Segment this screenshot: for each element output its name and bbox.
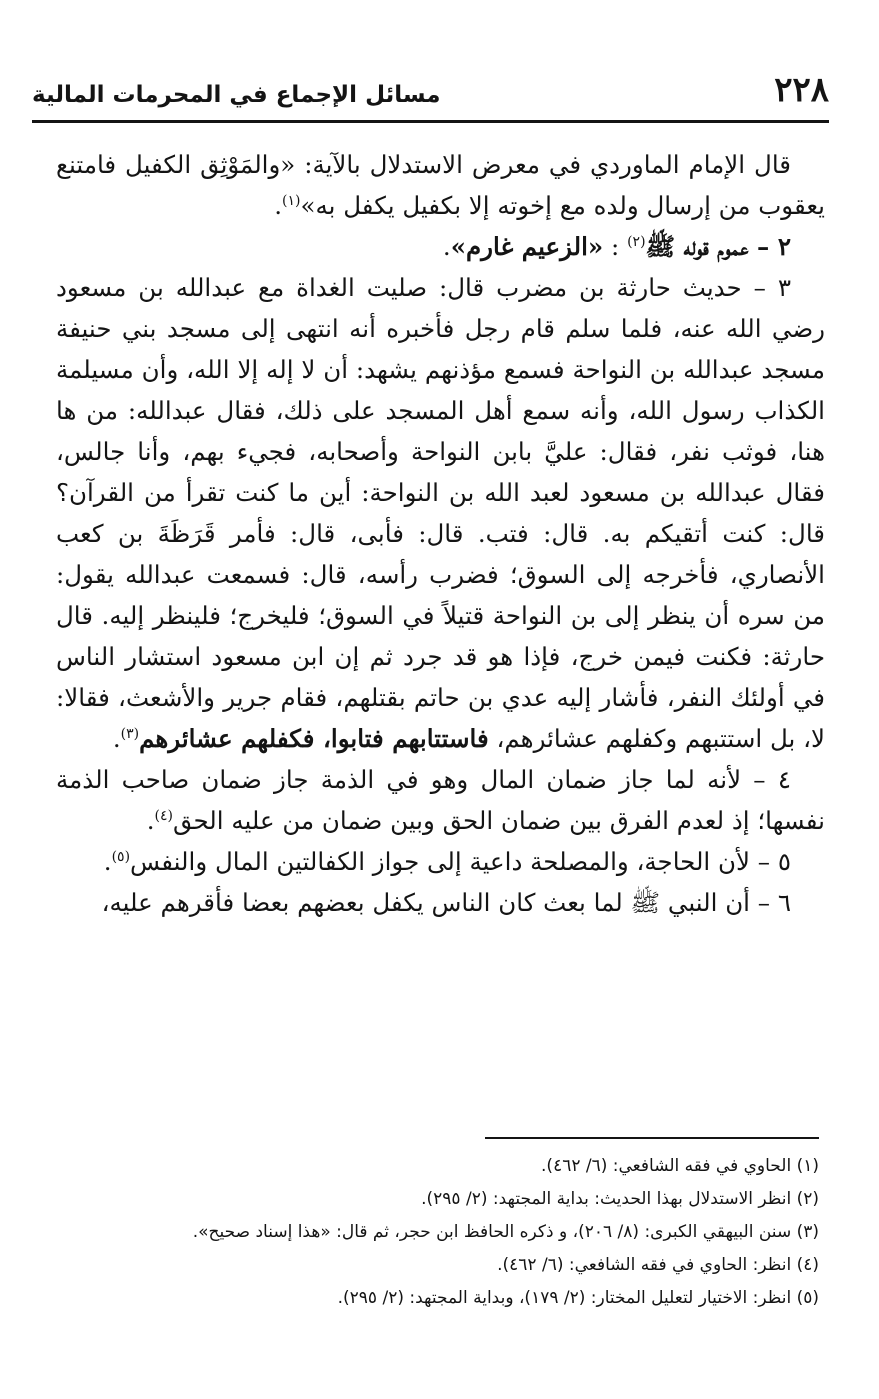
paragraph-5-text: ٥ – لأن الحاجة، والمصلحة داعية إلى جواز الكفالتين المال والنفس: [130, 847, 791, 876]
paragraph-3-end: .: [112, 724, 121, 753]
footnote-rule: [485, 1137, 819, 1139]
paragraph-4-end: .: [146, 806, 155, 835]
paragraph-3-bold: فاستتابهم فتابوا، فكفلهم عشائرهم: [139, 724, 489, 753]
footnote-4: (٤) انظر: الحاوي في فقه الشافعي: (٦/ ٤٦٢).: [497, 1255, 819, 1275]
paragraph-4: [56, 759, 825, 841]
header-rule: [32, 120, 829, 123]
page-number: ٢٢٨: [774, 70, 829, 110]
footnotes: [40, 1150, 819, 1315]
footnote-ref-3: (٣): [120, 725, 140, 742]
footnote-2: (٢) انظر الاستدلال بهذا الحديث: بداية المجتهد: (٢/ ٢٩٥).: [421, 1189, 819, 1209]
footnote-ref-2: (٢): [627, 233, 646, 250]
paragraph-1-end: .: [274, 191, 283, 220]
paragraph-2: [56, 226, 825, 267]
footnote-ref-5: (٥): [111, 848, 131, 865]
paragraph-4-text: ٤ – لأنه لما جاز ضمان المال وهو في الذمة جاز ضمان صاحب الذمة نفسها؛ إذ لعدم الفرق بين ضمان الحق وبين ضمان من عليه الحق: [56, 765, 825, 835]
footnote-ref-1: (١): [282, 192, 301, 209]
page-header: [32, 60, 829, 120]
paragraph-6: [56, 882, 825, 923]
paragraph-2-end: .: [442, 232, 451, 261]
footnote-ref-4: (٤): [154, 807, 174, 824]
paragraph-1-text: قال الإمام الماوردي في معرض الاستدلال بالآية: «والمَوْثِق الكفيل فامتنع يعقوب من إرسال ولده مع إخوته إلا بكفيل يكفل به»: [56, 150, 825, 220]
paragraph-3: [56, 267, 825, 759]
hadith-quote: «الزعيم غارم»: [450, 232, 604, 261]
paragraph-3-text: ٣ – حديث حارثة بن مضرب قال: صليت الغداة مع عبدالله بن مسعود رضي الله عنه، فلما سلم قام رجل فأخبره أنه انتهى إلى مسجد بني حنيفة مسجد عبدالله بن النواحة فسمع مؤذنهم يشهد: أن لا إله إلا الله، وأن مسيلمة الكذاب رسول الله، وأنه سمع أهل المسجد على ذلك، فقال عبدالله: من ها هنا، فوثب نفر، فقال: عليَّ بابن النواحة وأصحابه، فجيء بهم، وأنا جالس، فقال عبدالله بن مسعود لعبد الله بن النواحة: أين ما كنت تقرأ من القرآن؟ قال: كنت أتقيكم به. قال: فتب. قال: فأبى، قال: فأمر قَرَظَةَ بن كعب الأنصاري، فأخرجه إلى السوق؛ فضرب رأسه، قال: فسمعت عبدالله يقول: من سره أن ينظر إلى بن النواحة قتيلاً في السوق؛ فليخرج؛ فلينظر إليه. قال حارثة: فكنت فيمن خرج، فإذا هو قد جرد ثم إن ابن مسعود استشار الناس في أولئك النفر، فأشار إليه عدي بن حاتم بقتلهم، فقام جرير والأشعث، فقالا: لا، بل استتبهم وكفلهم عشائرهم،: [56, 273, 826, 753]
paragraph-1: [56, 144, 825, 226]
running-title: مسائل الإجماع في المحرمات المالية: [32, 82, 441, 108]
paragraph-2-colon: :: [603, 232, 628, 261]
footnote-3: (٣) سنن البيهقي الكبرى: (٨/ ٢٠٦)، و ذكره الحافظ ابن حجر، ثم قال: «هذا إسناد صحيح».: [192, 1222, 819, 1242]
footnote-5: (٥) انظر: الاختيار لتعليل المختار: (٢/ ١٧٩)، وبداية المجتهد: (٢/ ٢٩٥).: [337, 1288, 819, 1308]
footnote-1: (١) الحاوي في فقه الشافعي: (٦/ ٤٦٢).: [541, 1156, 819, 1176]
paragraph-5-end: .: [103, 847, 112, 876]
paragraph-5: [56, 841, 825, 882]
main-text: [56, 144, 825, 923]
paragraph-2-text: ٢ – عموم قوله ﷺ: [645, 232, 791, 261]
paragraph-6-text: ٦ – أن النبي ﷺ لما بعث كان الناس يكفل بعضهم بعضا فأقرهم عليه،: [101, 888, 791, 917]
